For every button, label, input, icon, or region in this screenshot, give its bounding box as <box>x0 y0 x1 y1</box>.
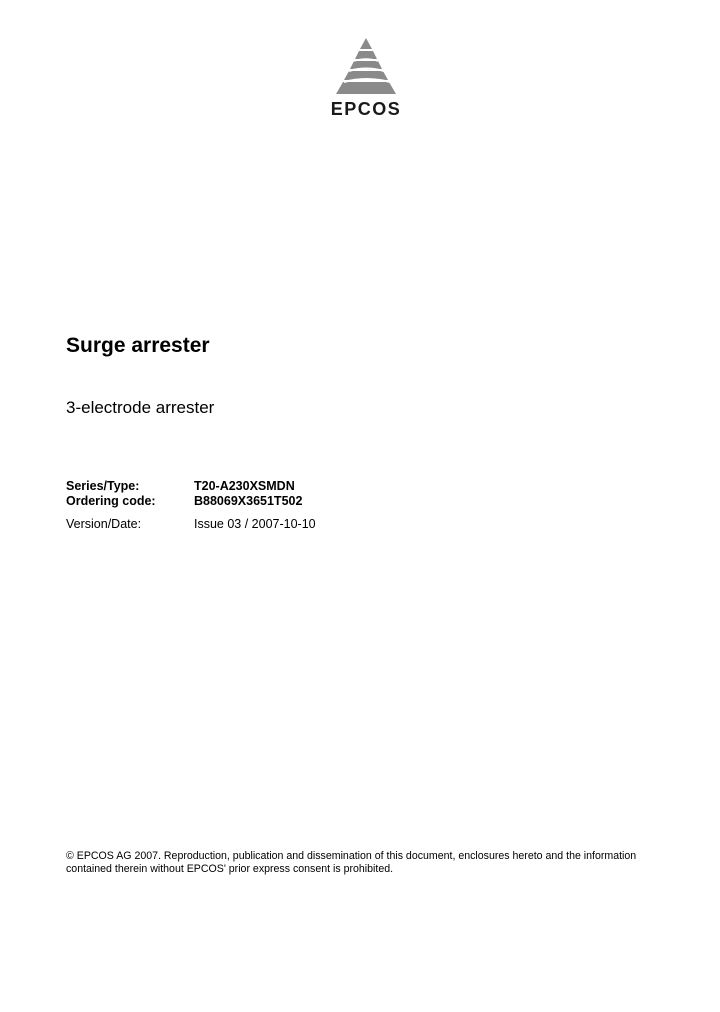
logo-text: EPCOS <box>330 99 402 119</box>
series-label: Series/Type: <box>66 479 140 493</box>
copyright-line-1: © EPCOS AG 2007. Reproduction, publication and dissemination of this document, enclosures hereto and the information <box>66 850 637 862</box>
epcos-logo <box>316 36 416 122</box>
version-row <box>66 517 316 532</box>
product-info <box>66 479 316 532</box>
copyright-line-2: contained therein without EPCOS' prior express consent is prohibited. <box>66 863 394 875</box>
copyright-notice <box>66 850 666 876</box>
document-subtitle: 3-electrode arrester <box>66 398 215 417</box>
ordering-value: B88069X3651T502 <box>194 494 303 508</box>
epcos-pyramid-icon <box>330 36 402 98</box>
series-row <box>66 479 316 494</box>
ordering-label: Ordering code: <box>66 494 156 508</box>
document-title: Surge arrester <box>66 334 210 357</box>
ordering-row <box>66 494 316 509</box>
version-value: Issue 03 / 2007-10-10 <box>194 517 316 531</box>
version-label: Version/Date: <box>66 517 142 531</box>
series-value: T20-A230XSMDN <box>194 479 295 493</box>
